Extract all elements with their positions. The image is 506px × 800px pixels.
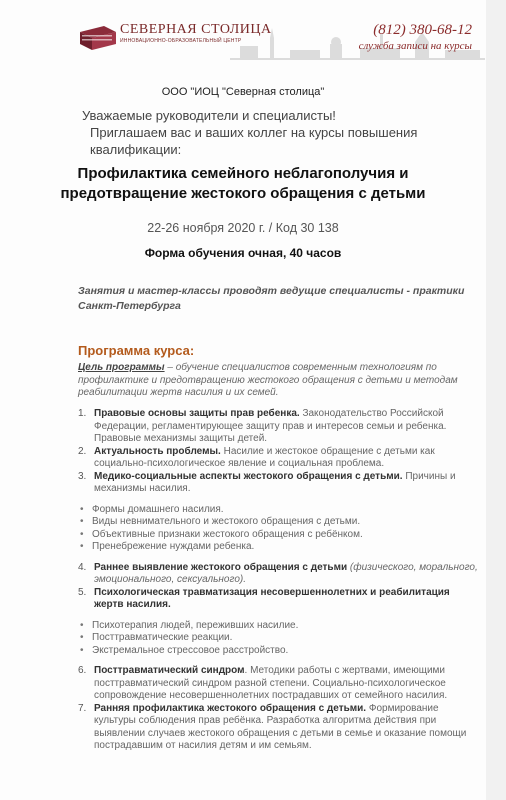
- item-heading: Медико-социальные аспекты жестокого обращения с детьми.: [94, 470, 403, 482]
- item-heading: Посттравматический синдром: [94, 665, 245, 676]
- course-title: [0, 164, 486, 204]
- item-text: (физического, морального, эмоционального, сексуального).: [94, 561, 478, 585]
- program-item: [78, 665, 482, 703]
- list-bullet: • Виды невнимательного и жестокого обращения с детьми.: [78, 516, 482, 529]
- item-text: Законодательство Российской Федерации, регламентирующее защиту прав и интересов семьи и ребенка. Правовые механизмы защиты детей.: [94, 408, 447, 444]
- specialists-note: [78, 284, 478, 314]
- greeting: [82, 107, 482, 158]
- program-item: [78, 703, 482, 753]
- item-number: 4.: [78, 561, 87, 573]
- greeting-line: Приглашаем вас и ваших коллег на курсы повышения: [90, 125, 418, 140]
- list-bullet: • Объективные признаки жестокого обращения с ребёнком.: [78, 529, 482, 542]
- service-caption: служба записи на курсы: [358, 40, 472, 52]
- logo-subtitle: ИННОВАЦИОННО-ОБРАЗОВАТЕЛЬНЫЙ ЦЕНТР: [120, 38, 242, 44]
- goal-text: – обучение специалистов современным технологиям по профилактике и предотвращению жестокого обращения с детьми и методам реабилитации жертв насилия и их семей.: [78, 362, 458, 398]
- program-heading: Программа курса:: [78, 343, 195, 358]
- item-number: 1.: [78, 408, 87, 419]
- item-number: 6.: [78, 665, 87, 676]
- course-title-line: Профилактика семейного неблагополучия и: [77, 165, 409, 182]
- item-number: 2.: [78, 445, 87, 457]
- list-bullet: • Психотерапия людей, переживших насилие.: [78, 620, 482, 633]
- specialists-line: Занятия и мастер-классы проводят ведущие специалисты - практики: [78, 285, 465, 297]
- item-heading: Ранняя профилактика жестокого обращения с детьми.: [94, 702, 367, 714]
- item-text: . Методики работы с жертвами, имеющими посттравматический синдром разной степени. Социально-психологическое сопровождение несовершеннолетних пострадавших от семейного насилия.: [94, 665, 448, 701]
- company-name: ООО "ИОЦ "Северная столица": [161, 86, 325, 98]
- item-text: Формирование культуры соблюдения прав ребёнка. Разработка алгоритма действия при выявлении случаев жестокого обращения с детьми в семье и оказание помощи пострадавшим от насилия детям и им семьям.: [94, 702, 467, 751]
- program-item: [78, 471, 482, 496]
- course-dates: 22-26 ноября 2020 г. / Код 30 138: [147, 221, 339, 235]
- logo-title: СЕВЕРНАЯ СТОЛИЦА: [120, 22, 272, 37]
- program-item: [78, 446, 482, 471]
- list-bullet: • Формы домашнего насилия.: [78, 504, 482, 517]
- scrollbar[interactable]: [486, 0, 506, 800]
- specialists-line: Санкт-Петербурга: [78, 300, 181, 312]
- item-number: 7.: [78, 702, 87, 714]
- item-number: 5.: [78, 586, 87, 598]
- list-bullet: • Пренебрежение нуждами ребенка.: [78, 541, 482, 554]
- list-bullet: • Посттравматические реакции.: [78, 632, 482, 645]
- item-heading: Правовые основы защиты прав ребенка.: [94, 408, 300, 419]
- goal-label: Цель программы: [78, 362, 165, 373]
- course-title-line: предотвращение жестокого обращения с детьми: [60, 185, 426, 202]
- program-item: [78, 408, 482, 446]
- item-heading: Психологическая травматизация несовершеннолетних и реабилитация жертв насилия.: [94, 586, 450, 610]
- greeting-line: квалификации:: [90, 142, 182, 157]
- program-list: [78, 408, 482, 753]
- letterhead: [0, 0, 486, 70]
- course-format: Форма обучения очная, 40 часов: [144, 246, 342, 260]
- program-item: [78, 562, 482, 587]
- item-heading: Раннее выявление жестокого обращения с детьми: [94, 561, 348, 573]
- greeting-line: Уважаемые руководители и специалисты!: [82, 108, 336, 123]
- item-text: Причины и механизмы насилия.: [94, 470, 456, 494]
- item-text: Насилие и жестокое обращение с детьми как социально-психологическое явление и социальная проблема.: [94, 445, 435, 469]
- phone-number[interactable]: (812) 380-68-12: [373, 22, 472, 38]
- item-number: 3.: [78, 470, 87, 482]
- list-bullet: • Экстремальное стрессовое расстройство.: [78, 645, 482, 658]
- item-heading: Актуальность проблемы.: [94, 445, 221, 457]
- program-item: [78, 587, 482, 612]
- program-goal: [78, 362, 480, 400]
- logo-icon: [78, 22, 118, 52]
